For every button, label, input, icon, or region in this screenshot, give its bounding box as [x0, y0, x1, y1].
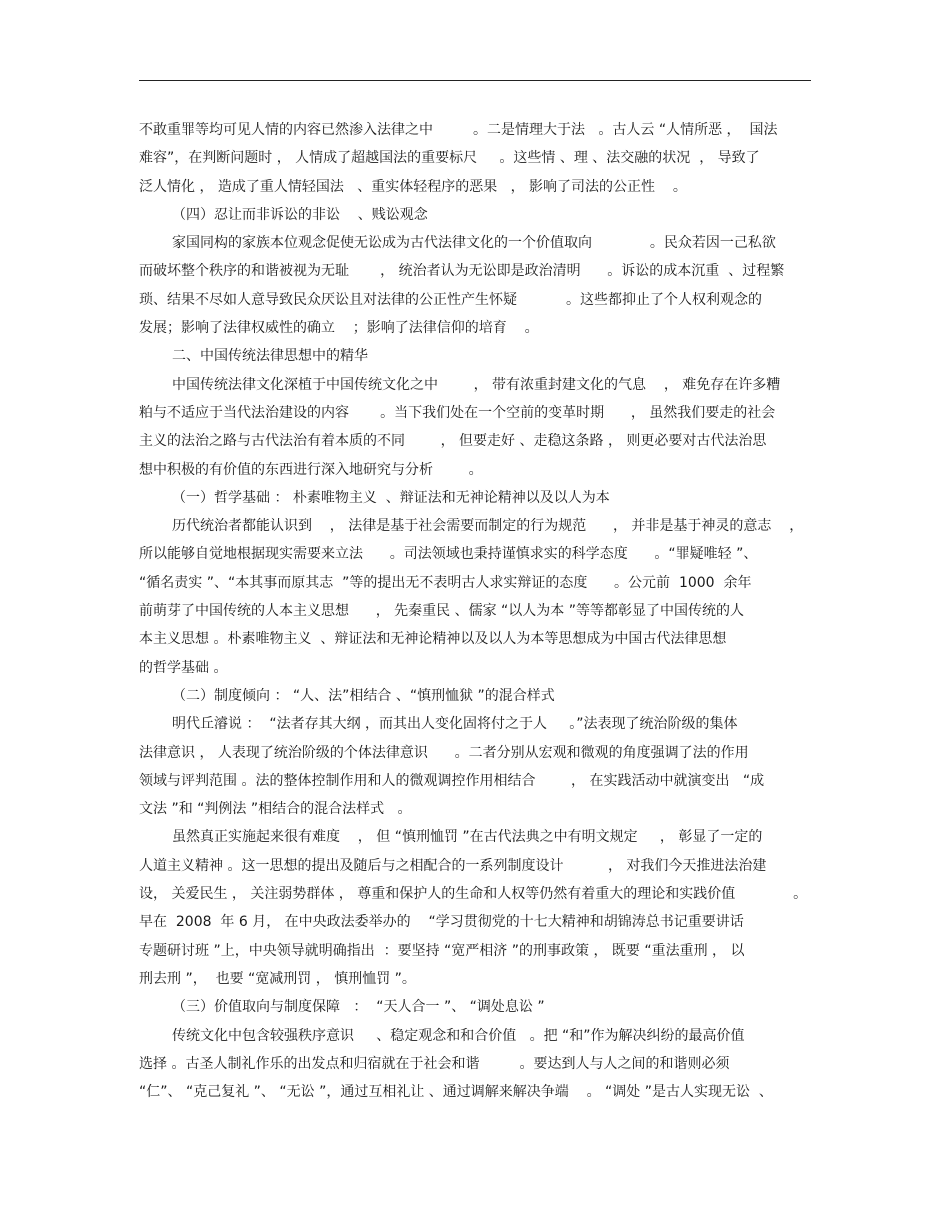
text-line: 设， 关爱民生 ， 关注弱势群体 ， 尊重和保护人的生命和人权等仍然有着重大的理论和实践价值 。	[139, 886, 808, 903]
text-line: “循名责实 ”、“本其事而原其志 ”等的提出无不表明古人求实辩证的态度 。公元前 1000 余年	[139, 574, 752, 591]
text-line: （四）忍让而非诉讼的非讼 、贱讼观念	[172, 206, 428, 223]
text-line: 主义的法治之路与古代法治有着本质的不同 ， 但要走好 、走稳这条路 ， 则更必要对古代法治思	[139, 433, 767, 450]
text-line: 法律意识 ， 人表现了统治阶级的个体法律意识 。二者分别从宏观和微观的角度强调了法的作用	[139, 744, 749, 761]
text-line: 所以能够自觉地根据现实需要来立法 。司法领域也秉持谨慎求实的科学态度 。“罪疑唯轻 ”、	[139, 546, 758, 563]
text-line: 前萌芽了中国传统的人本主义思想 ， 先秦重民 、儒家 “以人为本 ”等等都彰显了中国传统的人	[139, 603, 745, 620]
text-line: 中国传统法律文化深植于中国传统文化之中 ， 带有浓重封建文化的气息 ， 难免存在许多糟	[172, 376, 781, 393]
text-line: 专题研讨班 ”上，中央领导就明确指出 ：要坚持 “宽严相济 ”的刑事政策 ， 既要 “重法重刑 ， 以	[139, 942, 745, 959]
text-line: 选择 。古圣人制礼作乐的出发点和归宿就在于社会和谐 。要达到人与人之间的和谐则必须	[139, 1055, 730, 1072]
document-body	[139, 116, 829, 1106]
header-rule	[139, 80, 811, 81]
text-line: （三）价值取向与制度保障 ： “天人合一 ”、 “调处息讼 ”	[172, 999, 545, 1016]
text-line: 家国同构的家族本位观念促使无讼成为古代法律文化的一个价值取向 。民众若因一己私欲	[172, 235, 776, 252]
text-line: （一）哲学基础 ： 朴素唯物主义 、辩证法和无神论精神以及以人为本	[172, 489, 610, 506]
text-line: 传统文化中包含较强秩序意识 、稳定观念和和合价值 。把 “和”作为解决纠纷的最高价值	[172, 1027, 745, 1044]
text-line: 领域与评判范围 。法的整体控制作用和人的微观调控作用相结合 ， 在实践活动中就演变出 “成	[139, 772, 765, 789]
text-line: （二）制度倾向 ： “人、法”相结合 、“慎刑恤狱 ”的混合样式	[172, 687, 555, 704]
text-line: 粕与不适应于当代法治建设的内容 。当下我们处在一个空前的变革时期 ， 虽然我们要走的社会	[139, 404, 776, 421]
text-line: 发展；影响了法律权威性的确立 ；影响了法律信仰的培育 。	[139, 320, 539, 337]
text-line: 明代丘濬说 ： “法者存其大纲 ，而其出人变化固将付之于人 。”法表现了统治阶级的集体	[172, 716, 738, 733]
text-line: 本主义思想 。朴素唯物主义 、辩证法和无神论精神以及以人为本等思想成为中国古代法律思想	[139, 631, 727, 648]
text-line: “仁”、 “克己复礼 ”、 “无讼 ”，通过互相礼让 、通过调解来解决争端 。 “调处 ”是古人实现无讼 、	[139, 1084, 773, 1101]
text-line: 人道主义精神 。这一思想的提出及随后与之相配合的一系列制度设计 ， 对我们今天推进法治建	[139, 857, 767, 874]
text-line: 的哲学基础 。	[139, 659, 228, 676]
text-line: 泛人情化 ， 造成了重人情轻国法 、重实体轻程序的恶果 ， 影响了司法的公正性 。	[139, 178, 687, 195]
text-line: 早在 2008 年 6 月， 在中央政法委举办的 “学习贯彻党的十七大精神和胡锦涛总书记重要讲话	[139, 914, 744, 931]
text-line: 想中积极的有价值的东西进行深入地研究与分析 。	[139, 461, 483, 478]
text-line: 文法 ”和 “判例法 ”相结合的混合法样式 。	[139, 801, 412, 818]
text-line: 难容”，在判断问题时 ， 人情成了超越国法的重要标尺 。这些情 、理 、法交融的状况 ， 导致了	[139, 150, 760, 167]
text-line: 虽然真正实施起来很有难度 ， 但 “慎刑恤罚 ”在古代法典之中有明文规定 ， 彰显了一定的	[172, 829, 763, 846]
text-line: 不敢重罪等均可见人情的内容已然渗入法律之中 。二是情理大于法 。古人云 “人情所恶 ， 国法	[139, 122, 778, 138]
text-line: 刑去刑 ”， 也要 “宽减刑罚 ， 慎刑恤罚 ”。	[139, 970, 416, 987]
text-line: 而破坏整个秩序的和谐被视为无耻 ， 统治者认为无讼即是政治清明 。诉讼的成本沉重 、过程繁	[139, 263, 785, 280]
text-line: 琐、结果不尽如人意导致民众厌讼且对法律的公正性产生怀疑 。这些都抑止了个人权利观念的	[139, 291, 762, 308]
text-line: 二、中国传统法律思想中的精华	[172, 348, 368, 365]
text-line: 历代统治者都能认识到 ， 法律是基于社会需要而制定的行为规范 ， 并非是基于神灵的意志 ，	[172, 518, 804, 535]
